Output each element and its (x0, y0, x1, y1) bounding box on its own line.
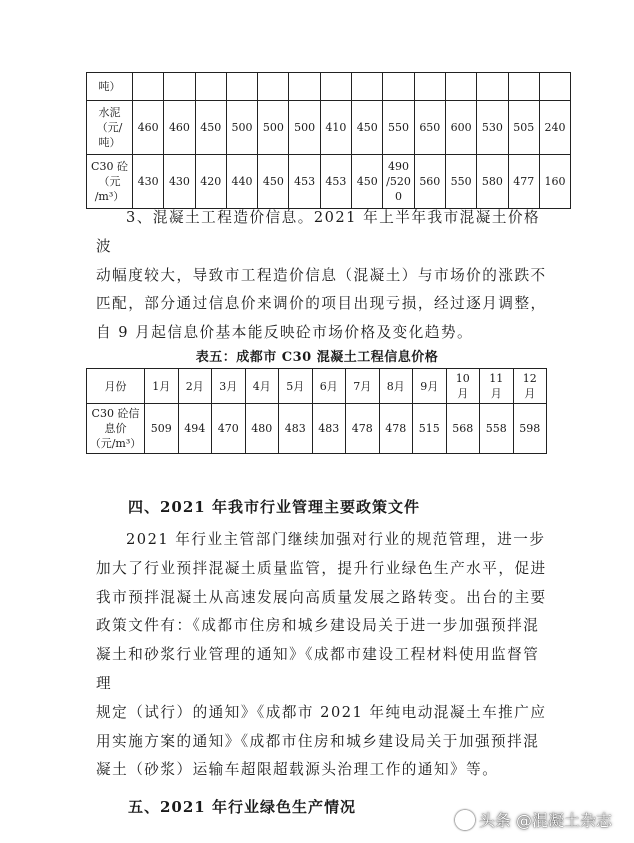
table-cell: 470 (212, 404, 246, 454)
row-label-cement: 水泥 （元/ 吨） (87, 101, 133, 155)
text-line: 规定（试行）的通知》《成都市 2021 年纯电动混凝土车推广应 (96, 703, 547, 721)
table-cell: 478 (379, 404, 413, 454)
row-label-partial: 吨） (87, 73, 133, 101)
table-cell: 515 (413, 404, 447, 454)
table-cell: 598 (513, 404, 547, 454)
table-row-c30 (87, 155, 571, 209)
section-heading-policy: 四、2021 年我市行业管理主要政策文件 (128, 498, 420, 516)
header-cell-month: 10 月 (446, 369, 480, 404)
watermark-text: 头条 @混凝土杂志 (478, 811, 612, 830)
text-line: 2021 年行业主管部门继续加强对行业的规范管理，进一步 (126, 531, 546, 548)
table-cell: 550 (445, 155, 476, 209)
table-cell: 450 (352, 101, 383, 155)
table-cell: 240 (539, 101, 570, 155)
header-cell-month: 7月 (346, 369, 380, 404)
table-cell: 550 (383, 101, 414, 155)
table-cell: 460 (133, 101, 164, 155)
paragraph-policy (96, 526, 548, 785)
header-cell-month: 月份 (87, 369, 145, 404)
text-line: 加大了行业预拌混凝土质量监管，提升行业绿色生产水平，促进 (96, 559, 547, 577)
table-cell: 500 (289, 101, 320, 155)
table-cell: 483 (279, 404, 313, 454)
toutiao-logo-icon (455, 810, 475, 830)
text-line: 自 9 月起信息价基本能反映砼市场价格及变化趋势。 (96, 324, 474, 342)
text-line: 用实施方案的通知》《成都市住房和城乡建设局关于加强预拌混 (96, 732, 540, 750)
text-line: 政策文件有：《成都市住房和城乡建设局关于进一步加强预拌混 (96, 617, 540, 635)
table-cell: 410 (320, 101, 351, 155)
row-label-c30: C30 砼 （元 /m³） (87, 155, 133, 209)
row-label-c30-info: C30 砼信 息价 （元/m³） (87, 404, 145, 454)
header-cell-month: 11 月 (480, 369, 514, 404)
table-cell: 440 (226, 155, 257, 209)
table-cell: 453 (320, 155, 351, 209)
table-cell: 450 (258, 155, 289, 209)
table-cell: 500 (258, 101, 289, 155)
header-cell-month: 4月 (245, 369, 279, 404)
text-line: 动幅度较大，导致市工程造价信息（混凝土）与市场价的涨跌不 (96, 266, 547, 284)
table-row (87, 404, 547, 454)
table-cell: 500 (226, 101, 257, 155)
table-caption: 表五：成都市 C30 混凝土工程信息价格 (195, 350, 439, 365)
table-cell: 460 (164, 101, 195, 155)
table-cell: 580 (477, 155, 508, 209)
table-cell: 453 (289, 155, 320, 209)
table-cell: 430 (133, 155, 164, 209)
header-cell-month: 12 月 (513, 369, 547, 404)
text-line: 我市预拌混凝土从高速发展向高质量发展之路转变。出台的主要 (96, 588, 547, 606)
text-line: 匹配，部分通过信息价来调价的项目出现亏损，经过逐月调整， (96, 295, 547, 313)
table-cell: 450 (195, 101, 226, 155)
table-cell: 450 (352, 155, 383, 209)
table-cell: 494 (178, 404, 212, 454)
watermark (455, 808, 612, 831)
table-row (87, 73, 571, 101)
table-cell: 478 (346, 404, 380, 454)
text-line: 凝土和砂浆行业管理的通知》《成都市建设工程材料使用监督管理 (96, 646, 540, 692)
price-table-continued (86, 72, 571, 209)
header-cell-month: 3月 (212, 369, 246, 404)
header-cell-month: 6月 (312, 369, 346, 404)
table-cell: 568 (446, 404, 480, 454)
table-cell: 650 (414, 101, 445, 155)
header-cell-month: 9月 (413, 369, 447, 404)
table-cell: 430 (164, 155, 195, 209)
table-cell: 483 (312, 404, 346, 454)
section-heading-green: 五、2021 年行业绿色生产情况 (128, 798, 356, 816)
header-cell-month: 2月 (178, 369, 212, 404)
header-cell-month: 5月 (279, 369, 313, 404)
table-cell: 509 (145, 404, 179, 454)
table-cell: 490 /520 0 (383, 155, 414, 209)
header-cell-month: 1月 (145, 369, 179, 404)
table-header-row (87, 369, 547, 404)
table-cell: 420 (195, 155, 226, 209)
table-cell: 530 (477, 101, 508, 155)
table-cell: 477 (508, 155, 539, 209)
table-cell: 600 (445, 101, 476, 155)
table-cell: 560 (414, 155, 445, 209)
paragraph-price-info (96, 204, 548, 348)
table-cell: 160 (539, 155, 570, 209)
header-cell-month: 8月 (379, 369, 413, 404)
table-cell: 505 (508, 101, 539, 155)
text-line: 凝土（砂浆）运输车超限超载源头治理工作的通知》等。 (96, 761, 499, 779)
table-row-cement (87, 101, 571, 155)
table-cell: 558 (480, 404, 514, 454)
table-cell: 480 (245, 404, 279, 454)
c30-info-price-table (86, 368, 547, 454)
text-line: 3、混凝土工程造价信息。2021 年上半年我市混凝土价格波 (96, 209, 541, 255)
